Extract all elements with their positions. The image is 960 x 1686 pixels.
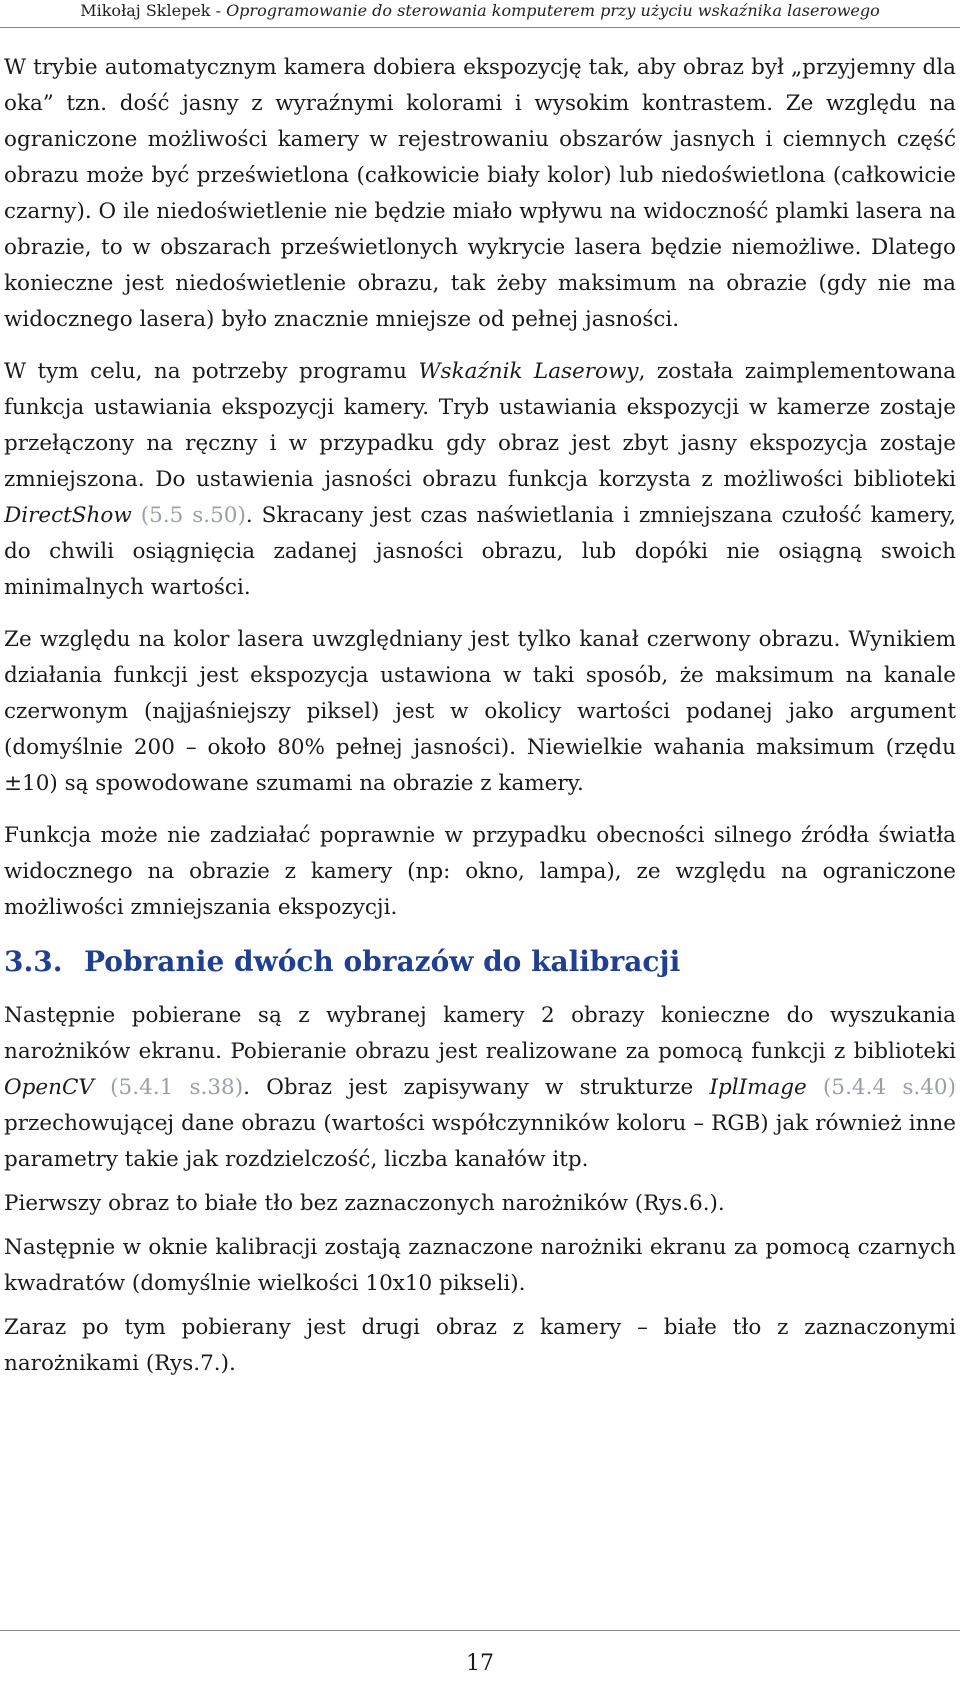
running-header	[0, 0, 960, 27]
paragraph-limitations: Funkcja może nie zadziałać poprawnie w przypadku obecności silnego źródła światła widocznego na obrazie z kamery (np: okno, lampa), ze względu na ograniczone możliwości zmniejszania ekspozycji.	[4, 823, 956, 920]
section-title: Pobranie dwóch obrazów do kalibracji	[84, 945, 681, 978]
paragraph-first-image: Pierwszy obraz to białe tło bez zaznaczonych narożników (Rys.6.).	[4, 1191, 725, 1216]
cross-reference-link[interactable]: (5.4.4 s.40)	[823, 1075, 956, 1100]
cross-reference-link[interactable]: (5.4.1 s.38)	[110, 1075, 244, 1100]
header-title: Oprogramowanie do sterowania komputerem przy użyciu wskaźnika laserowego	[226, 1, 880, 20]
paragraph-red-channel: Ze względu na kolor lasera uwzględniany jest tylko kanał czerwony obrazu. Wynikiem działania funkcji jest ekspozycja ustawiona w taki sposób, że maksimum na kanale czerwonym (najjaśniejszy piksel) jest w okolicy wartości podanej jako argument (domyślnie 200 – około 80% pełnej jasności). Niewielkie wahania maksimum (rzędu ±10) są spowodowane szumami na obrazie z kamery.	[4, 627, 956, 796]
paragraph-exposure-intro: W trybie automatycznym kamera dobiera ekspozycję tak, aby obraz był „przyjemny dla oka” tzn. dość jasny z wyraźnymi kolorami i wysokim kontrastem. Ze względu na ograniczone możliwości kamery w rejestrowaniu obszarów jasnych i ciemnych część obrazu może być prześwietlona (całkowicie biały kolor) lub niedoświetlona (całkowicie czarny). O ile niedoświetlenie nie będzie miało wpływu na widoczność plamki lasera na obrazie, to w obszarach prześwietlonych wykrycie lasera będzie niemożliwe. Dlatego konieczne jest niedoświetlenie obrazu, tak żeby maksimum na obrazie (gdy nie ma widocznego lasera) było znacznie mniejsze od pełnej jasności.	[4, 55, 956, 332]
paragraph-image-capture: Następnie pobierane są z wybranej kamery 2 obrazy konieczne do wyszukania narożników ekranu. Pobieranie obrazu jest realizowane za pomocą funkcji z biblioteki OpenCV (5.4.1 s.38). Obraz jest zapisywany w strukturze IplImage (5.4.4 s.40) przechowującej dane obrazu (wartości współczynników koloru – RGB) jak również inne parametry takie jak rozdzielczość, liczba kanałów itp.	[4, 1003, 956, 1172]
library-name-directshow: DirectShow	[4, 503, 132, 528]
footer-rule	[0, 1630, 960, 1631]
header-author: Mikołaj Sklepek	[80, 1, 211, 20]
page-body	[4, 50, 956, 1390]
section-heading	[4, 942, 956, 982]
program-name: Wskaźnik Laserowy	[418, 359, 639, 384]
library-name-opencv: OpenCV	[4, 1075, 94, 1100]
structure-name-iplimage: IplImage	[709, 1075, 807, 1100]
paragraph-corner-markers: Następnie w oknie kalibracji zostają zaznaczone narożniki ekranu za pomocą czarnych kwadratów (domyślnie wielkości 10x10 pikseli).	[4, 1235, 956, 1296]
section-number: 3.3.	[4, 945, 63, 978]
header-separator: -	[210, 1, 227, 20]
paragraph-second-image: Zaraz po tym pobierany jest drugi obraz z kamery – białe tło z zaznaczonymi narożnikami (Rys.7.).	[4, 1315, 956, 1376]
header-rule	[0, 27, 960, 28]
cross-reference-link[interactable]: (5.5 s.50)	[140, 503, 246, 528]
page-number: 17	[466, 1651, 494, 1676]
paragraph-exposure-function: W tym celu, na potrzeby programu Wskaźnik Laserowy, została zaimplementowana funkcja ustawiania ekspozycji kamery. Tryb ustawiania ekspozycji w kamerze zostaje przełączony na ręczny i w przypadku gdy obraz jest zbyt jasny ekspozycja zostaje zmniejszona. Do ustawienia jasności obrazu funkcja korzysta z możliwości biblioteki DirectShow (5.5 s.50). Skracany jest czas naświetlania i zmniejszana czułość kamery, do chwili osiągnięcia zadanej jasności obrazu, lub dopóki nie osiągną swoich minimalnych wartości.	[4, 359, 957, 600]
